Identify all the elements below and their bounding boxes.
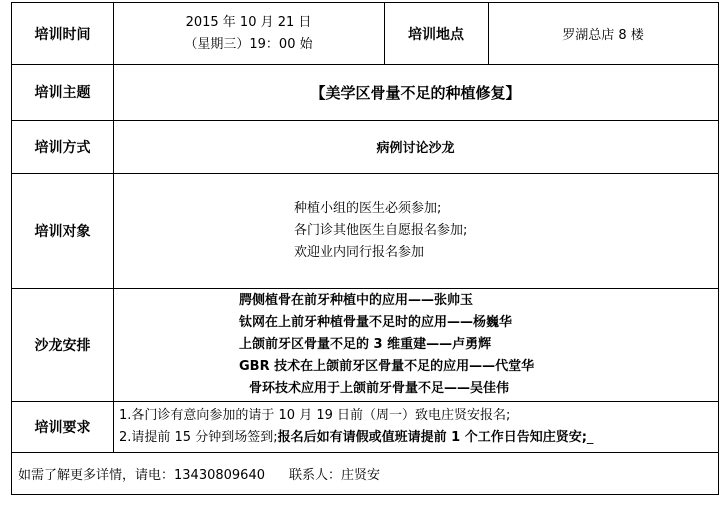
schedule-item: 腭侧植骨在前牙种植中的应用——张帅玉	[239, 292, 474, 308]
schedule-label: 沙龙安排	[34, 337, 91, 354]
requirement-line-2-bold: 报名后如有请假或值班请提前 1 个工作日告知庄贤安;	[277, 429, 587, 445]
method-value: 病例讨论沙龙	[376, 141, 455, 156]
requirement-line-2-tail: _	[586, 429, 594, 445]
time-weekday: （星期三）19：00 始	[184, 36, 313, 52]
schedule-item: 上颌前牙区骨量不足的 3 维重建——卢勇辉	[239, 336, 492, 352]
audience-label: 培训对象	[34, 223, 91, 240]
method-label: 培训方式	[34, 139, 91, 156]
schedule-item: 钛网在上前牙种植骨量不足时的应用——杨巍华	[239, 314, 513, 330]
topic-label: 培训主题	[34, 85, 91, 101]
requirement-line-2-normal: 2.请提前 15 分钟到场签到;	[119, 429, 278, 445]
topic-value: 【美学区骨量不足的种植修复】	[310, 83, 521, 102]
audience-list	[294, 173, 714, 288]
location-label: 培训地点	[408, 26, 464, 43]
time-date: 2015 年 10 月 21 日	[185, 14, 312, 30]
audience-item: 种植小组的医生必须参加;	[294, 200, 442, 216]
requirement-line-2	[119, 427, 593, 449]
footer-contact: 联系人：庄贤安	[288, 467, 380, 483]
schedule-item: GBR 技术在上颌前牙区骨量不足的应用——代堂华	[239, 358, 535, 374]
requirement-line-1: 1.各门诊有意向参加的请于 10 月 19 日前（周一）致电庄贤安报名;	[119, 407, 511, 423]
schedule-item: 骨环技术应用于上颌前牙骨量不足——吴佳伟	[249, 380, 510, 396]
requirements-label: 培训要求	[34, 419, 91, 436]
training-notice-table	[11, 2, 719, 495]
requirements-text	[113, 401, 718, 452]
time-value	[113, 3, 384, 64]
location-value: 罗湖总店 8 楼	[562, 28, 644, 43]
footer	[12, 452, 718, 494]
time-label: 培训时间	[34, 26, 91, 43]
audience-item: 欢迎业内同行报名参加	[294, 244, 425, 260]
audience-item: 各门诊其他医生自愿报名参加;	[294, 222, 468, 238]
schedule-list	[113, 288, 718, 401]
footer-phone: 如需了解更多详情，请电：13430809640	[18, 467, 265, 483]
